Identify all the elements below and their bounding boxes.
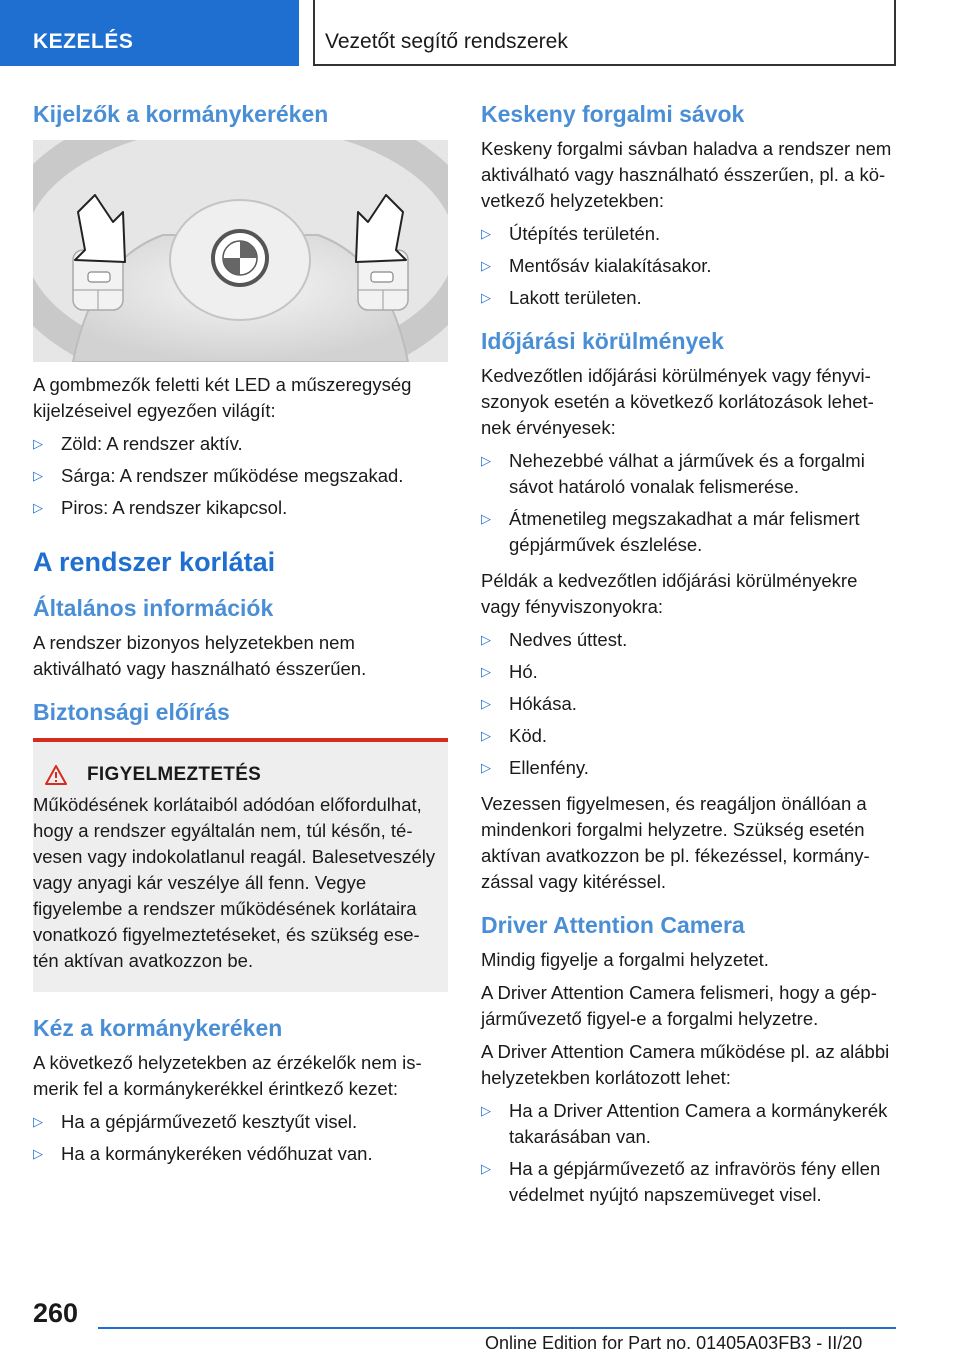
heading-safety: Biztonsági előírás — [33, 698, 230, 725]
general-text: A rendszer bizonyos helyzetekben nem aktiválható vagy használható ésszerűen. — [33, 631, 367, 679]
warning-title: FIGYELMEZTETÉS — [87, 763, 262, 785]
triangle-right-icon: ▷ — [481, 1160, 491, 1176]
camera-p2: A Driver Attention Camera felismeri, hogy a gépjárművezető figyel-e a forgalmi helyzetre. — [481, 981, 877, 1029]
examples-intro: Példák a kedvezőtlen időjárási körülményekre vagy fényviszonyokra: — [481, 569, 858, 617]
warning-heading — [45, 764, 438, 786]
right-column — [481, 100, 896, 1218]
weather-intro: Kedvezőtlen időjárási körülmények vagy fényviszonyok esetén a következő korlátozások lehetnek érvényesek: — [481, 364, 874, 438]
list-item: ▷ Ha a Driver Attention Camera a kormánykerék takarásában van. — [481, 1099, 888, 1147]
steering-wheel-illustration — [33, 140, 448, 362]
camera-list — [481, 1098, 896, 1208]
camera-p1: Mindig figyelje a forgalmi helyzetet. — [481, 948, 769, 970]
heading-hand: Kéz a kormánykeréken — [33, 1014, 283, 1041]
warning-triangle-icon — [45, 765, 67, 785]
list-item: ▷ Piros: A rendszer kikapcsol. — [33, 495, 448, 521]
list-item: ▷ Sárga: A rendszer működése megszakad. — [33, 463, 448, 489]
triangle-right-icon: ▷ — [481, 452, 491, 468]
list-item: ▷ Ha a gépjárművezető kesztyűt visel. — [33, 1109, 448, 1135]
heading-indicators: Kijelzők a kormánykeréken — [33, 101, 329, 127]
list-item: ▷ Nehezebbé válhat a járművek és a forgalmi sávot határoló vonalak felismerése. — [481, 449, 865, 497]
header-underline — [313, 64, 896, 66]
list-item: ▷ Ha a kormánykeréken védőhuzat van. — [33, 1141, 448, 1167]
list-item: ▷ Útépítés területén. — [481, 221, 896, 247]
heading-limits: A rendszer korlátai — [33, 546, 276, 577]
narrow-intro: Keskeny forgalmi sávban haladva a rendszer nem aktiválható vagy használható ésszerűen, pl. a következő helyzetekben: — [481, 137, 892, 211]
list-item: ▷ Zöld: A rendszer aktív. — [33, 431, 448, 457]
triangle-right-icon: ▷ — [481, 257, 491, 273]
header-divider — [313, 0, 315, 66]
header-divider-right — [894, 0, 896, 66]
edition-text: Online Edition for Part no. 01405A03FB3 - II/20 — [485, 1333, 863, 1353]
warning-box — [33, 738, 448, 992]
triangle-right-icon: ▷ — [481, 695, 491, 711]
triangle-right-icon: ▷ — [33, 499, 43, 515]
indicators-intro: A gombmezők feletti két LED a műszeregység kijelzéseivel egyezően világít: — [33, 373, 412, 421]
examples-list — [481, 627, 896, 781]
left-column — [33, 100, 448, 1177]
indicators-list — [33, 431, 448, 521]
triangle-right-icon: ▷ — [481, 663, 491, 679]
hand-intro: A következő helyzetekben az érzékelők nem ismerik fel a kormánykerékkel érintkező kezet: — [33, 1051, 422, 1099]
camera-p3: A Driver Attention Camera működése pl. az alábbi helyzetekben korlátozott lehet: — [481, 1040, 890, 1088]
list-item: ▷ Nedves úttest. — [481, 627, 896, 653]
heading-general: Általános információk — [33, 594, 274, 621]
steering-wheel-icon — [33, 140, 448, 362]
hand-list — [33, 1109, 448, 1167]
list-item: ▷ Mentősáv kialakításakor. — [481, 253, 896, 279]
triangle-right-icon: ▷ — [33, 1113, 43, 1129]
triangle-right-icon: ▷ — [33, 467, 43, 483]
triangle-right-icon: ▷ — [481, 289, 491, 305]
drive-text: Vezessen figyelmesen, és reagáljon önállóan a mindenkori forgalmi helyzetre. Szükség esetén aktívan avatkozzon be pl. fékezéssel, kormányzással vagy kitéréssel. — [481, 792, 870, 892]
footer-divider — [98, 1327, 896, 1329]
list-item: ▷ Ellenfény. — [481, 755, 896, 781]
chapter-tab: KEZELÉS — [0, 0, 299, 66]
warning-text: Működésének korlátaiból adódóan előfordulhat, hogy a rendszer egyáltalán nem, túl későn, tévesen vagy indokolatlanul reagál. Balesetveszély vagy anyagi kár veszélye áll fenn. Vegye figyelembe a rendszer működésének korlátaira vonatkozó figyelmeztetéseket, és szükség esetén aktívan avatkozzon be. — [33, 793, 436, 971]
list-item: ▷ Lakott területen. — [481, 285, 896, 311]
list-item: ▷ Hó. — [481, 659, 896, 685]
triangle-right-icon: ▷ — [33, 1145, 43, 1161]
page-number: 260 — [33, 1298, 79, 1328]
triangle-right-icon: ▷ — [481, 510, 491, 526]
heading-camera: Driver Attention Camera — [481, 911, 745, 938]
weather-list — [481, 448, 896, 558]
section-title: Vezetőt segítő rendszerek — [325, 30, 568, 53]
heading-narrow: Keskeny forgalmi sávok — [481, 101, 745, 127]
list-item: ▷ Átmenetileg megszakadhat a már felismert gépjárművek észlelése. — [481, 507, 860, 555]
triangle-right-icon: ▷ — [481, 759, 491, 775]
triangle-right-icon: ▷ — [481, 225, 491, 241]
list-item: ▷ Hókása. — [481, 691, 896, 717]
triangle-right-icon: ▷ — [481, 1102, 491, 1118]
list-item: ▷ Köd. — [481, 723, 896, 749]
triangle-right-icon: ▷ — [481, 631, 491, 647]
triangle-right-icon: ▷ — [33, 435, 43, 451]
list-item: ▷ Ha a gépjárművezető az infravörös fény ellen védelmet nyújtó napszemüveget visel. — [481, 1157, 881, 1205]
heading-weather: Időjárási körülmények — [481, 327, 724, 354]
narrow-list — [481, 221, 896, 311]
triangle-right-icon: ▷ — [481, 727, 491, 743]
